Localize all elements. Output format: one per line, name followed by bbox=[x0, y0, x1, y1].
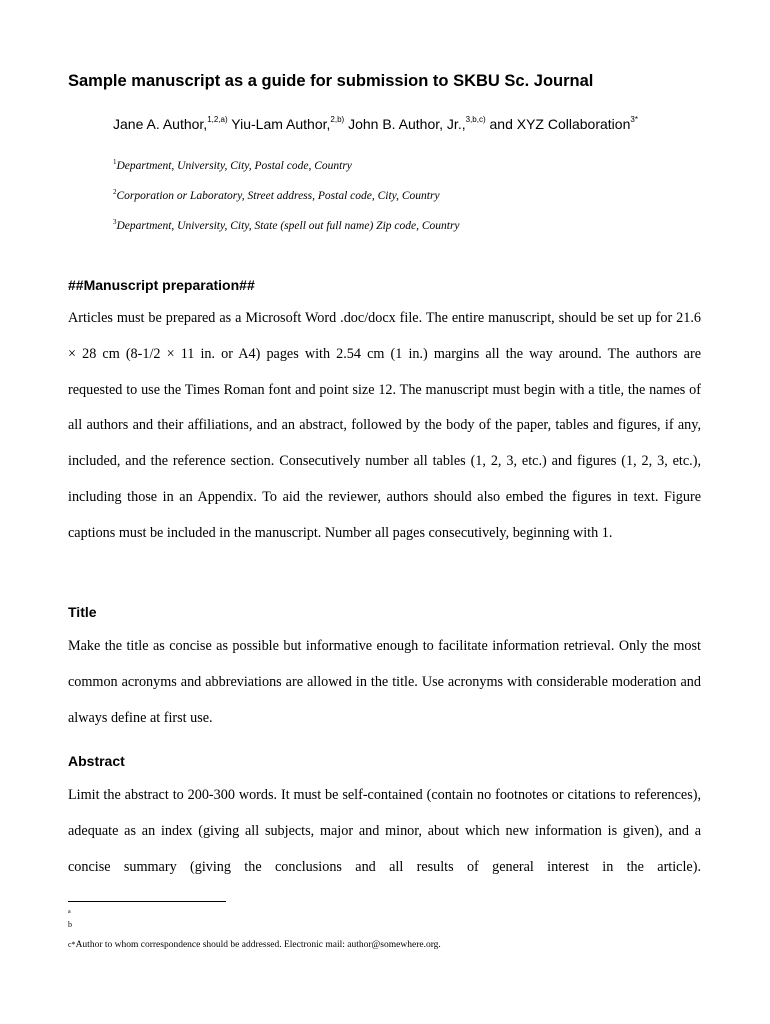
author-name: John B. Author, Jr., bbox=[344, 116, 466, 132]
affiliation-3 bbox=[113, 219, 460, 233]
section-heading-abstract: Abstract bbox=[68, 753, 125, 769]
affiliation-number: 1 bbox=[113, 158, 117, 167]
author-list bbox=[113, 115, 673, 133]
footnote-c bbox=[68, 940, 441, 950]
affiliation-2 bbox=[113, 189, 440, 203]
affiliation-text: Department, University, City, State (spell out full name) Zip code, Country bbox=[116, 220, 460, 232]
paper-title: Sample manuscript as a guide for submission to SKBU Sc. Journal bbox=[68, 72, 594, 90]
author-affiliation-mark: 3,b,c) bbox=[465, 115, 486, 125]
section-body-title: Make the title as concise as possible but informative enough to facilitate information retrieval. Only the most common acronyms and abbreviations are allowed in the title. Use acronyms with considerable moderation and always define at first use. bbox=[68, 638, 701, 726]
footnote-a bbox=[68, 906, 71, 917]
affiliation-1 bbox=[113, 159, 352, 173]
author-affiliation-mark: 3* bbox=[630, 115, 638, 125]
author-name: Yiu-Lam Author, bbox=[227, 116, 331, 132]
footnote-mark: c* bbox=[68, 940, 76, 949]
affiliation-text: Corporation or Laboratory, Street address, Postal code, City, Country bbox=[116, 190, 440, 202]
affiliation-text: Department, University, City, Postal code, Country bbox=[116, 160, 352, 172]
section-body-abstract: Limit the abstract to 200-300 words. It must be self-contained (contain no footnotes or citations to references), adequate as an index (giving all subjects, major and minor, about which new information is given), and a concise summary (giving the conclusions and all results of general interest in the article). bbox=[68, 787, 701, 875]
footnote-separator bbox=[68, 901, 226, 902]
footnote-mark: b bbox=[68, 920, 72, 929]
author-affiliation-mark: 1,2,a) bbox=[207, 115, 228, 125]
author-name: Jane A. Author, bbox=[113, 116, 208, 132]
footnote-b bbox=[68, 920, 72, 930]
author-name: and XYZ Collaboration bbox=[485, 116, 631, 132]
section-heading-manuscript-preparation: ##Manuscript preparation## bbox=[68, 277, 255, 293]
affiliation-number: 3 bbox=[113, 218, 117, 227]
affiliation-number: 2 bbox=[113, 188, 117, 197]
footnote-text: Author to whom correspondence should be addressed. Electronic mail: author@somewhere.org. bbox=[75, 940, 441, 950]
section-heading-title: Title bbox=[68, 604, 97, 620]
author-affiliation-mark: 2,b) bbox=[330, 115, 345, 125]
footnote-mark: a bbox=[68, 909, 71, 915]
section-body-manuscript-preparation: Articles must be prepared as a Microsoft Word .doc/docx file. The entire manuscript, should be set up for 21.6 × 28 cm (8-1/2 × 11 in. or A4) pages with 2.54 cm (1 in.) margins all the way around. The authors are requested to use the Times Roman font and point size 12. The manuscript must begin with a title, the names of all authors and their affiliations, and an abstract, followed by the body of the paper, tables and figures, if any, included, and the reference section. Consecutively number all tables (1, 2, 3, etc.) and figures (1, 2, 3, etc.), including those in an Appendix. To aid the reviewer, authors should also embed the figures in text. Figure captions must be included in the manuscript. Number all pages consecutively, beginning with 1. bbox=[68, 310, 701, 541]
